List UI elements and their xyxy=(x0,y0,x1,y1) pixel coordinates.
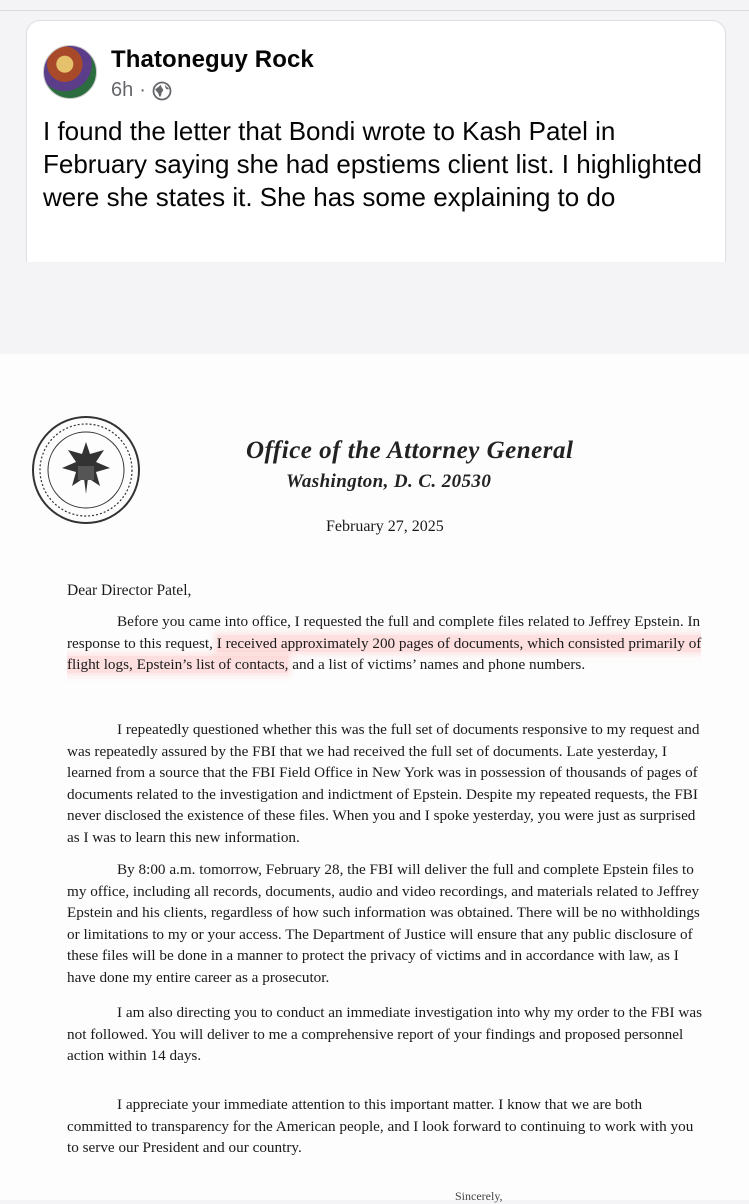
letter-paragraph-4: I am also directing you to conduct an immediate investigation into why my order to the FBI was not followed. You will deliver to me a comprehensive report of your findings and proposed personnel action within 14 days. xyxy=(67,1004,703,1064)
letter-closing: Sincerely, xyxy=(455,1189,503,1203)
post-author[interactable]: Thatoneguy Rock xyxy=(111,46,314,73)
avatar[interactable] xyxy=(43,45,97,99)
letter-paragraph-2: I repeatedly questioned whether this was the full set of documents responsive to my request and was repeatedly assured by the FBI that we had received the full set of documents. Late yesterday, I learned from a source that the FBI Field Office in New York was in possession of thousands of pages of documents related to the investigation and indictment of Epstein. Despite my repeated requests, the FBI never disclosed the existence of these files. When you and I spoke yesterday, you were just as surprised as I was to learn this new information. xyxy=(67,721,700,846)
highlighted-text: I received approximately 200 pages of documents, which consisted primarily of flight logs, Epstein’s list of contacts, xyxy=(67,634,702,673)
letterhead-title: Office of the Attorney General xyxy=(246,437,574,464)
globe-icon[interactable] xyxy=(152,81,172,101)
letter-paragraph-1 xyxy=(67,611,707,676)
letter-paragraph-5: I appreciate your immediate attention to this important matter. I know that we are both committed to transparency for the American people, and I look forward to continuing to work with you to serve our President and our country. xyxy=(67,1096,694,1156)
post-text: I found the letter that Bondi wrote to Kash Patel in February saying she had epstiems client list. I highlighted were she states it. She has some explaining to do xyxy=(43,116,703,212)
meta-separator: · xyxy=(139,79,146,101)
top-divider xyxy=(0,10,749,11)
letter-salutation: Dear Director Patel, xyxy=(67,582,192,599)
letter-image xyxy=(0,354,749,1203)
post-time[interactable]: 6h xyxy=(111,79,134,101)
letter-date: February 27, 2025 xyxy=(326,518,444,535)
p1-text-end: and a list of victims’ names and phone numbers. xyxy=(288,656,586,673)
letter-paragraph-3: By 8:00 a.m. tomorrow, February 28, the FBI will deliver the full and complete Epstein files to my office, including all records, documents, audio and video recordings, and materials related to Jeffrey Epstein and his clients, regardless of how such information was obtained. There will be no withholdings or limitations to my or your access. The Department of Justice will ensure that any public disclosure of these files will be done in a manner to protect the privacy of victims and in accordance with law, as I have done my entire career as a prosecutor. xyxy=(67,861,700,986)
doj-seal-icon xyxy=(30,414,142,526)
post-card xyxy=(26,20,726,262)
p1-text-start: Before you came into office, I requested the full and complete files related to Jeffrey Epstein. In response to this request, xyxy=(67,613,701,652)
letterhead-address: Washington, D. C. 20530 xyxy=(286,471,492,492)
post-meta xyxy=(111,79,172,102)
